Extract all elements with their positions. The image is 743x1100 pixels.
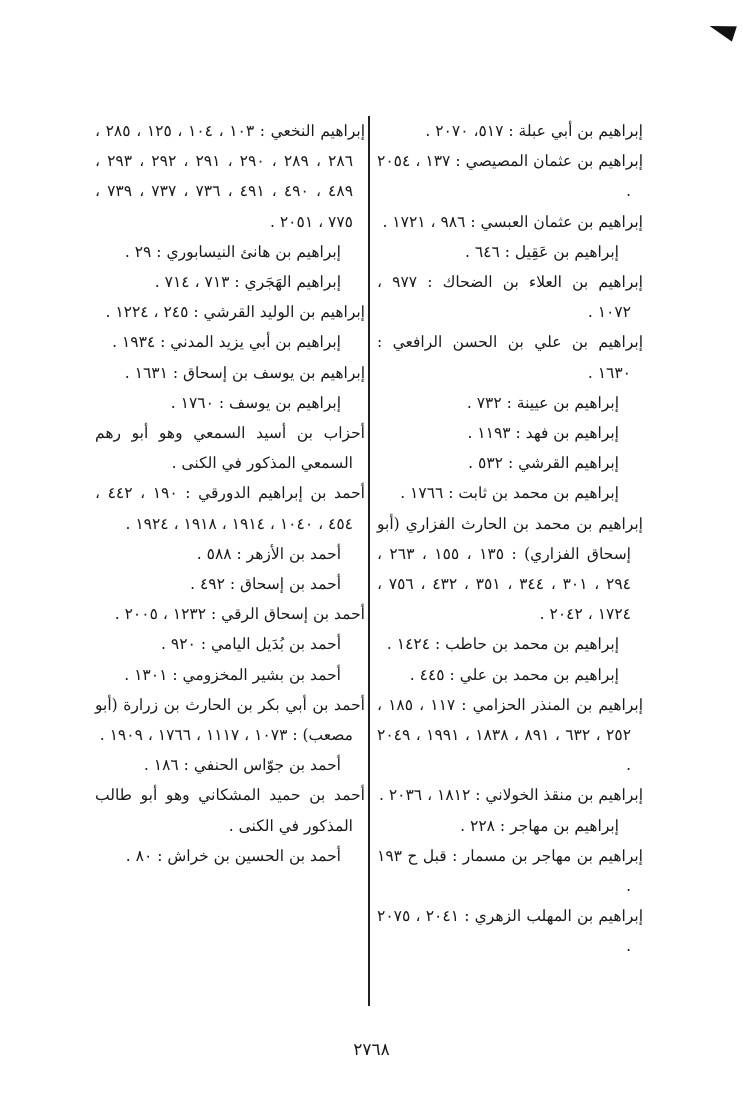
index-entry: أحمد بن الحسين بن خراش : ٨٠ . (125, 846, 341, 865)
index-entry: إبراهيم بن الوليد القرشي : ٢٤٥ ، ١٢٢٤ . (105, 303, 365, 322)
index-entry: إبراهيم بن أبي يزيد المدني : ١٩٣٤ . (112, 333, 341, 352)
index-entry: إبراهيم الهَجَري : ٧١٣ ، ٧١٤ . (154, 273, 341, 292)
index-entry: أحمد بن إبراهيم الدورقي : ١٩٠ ، ٤٤٢ ، ٤٥٤ ، ١٠٤٠ ، ١٩١٤ ، ١٩١٨ ، ١٩٢٤ . (95, 484, 365, 533)
index-entry: إبراهيم بن مهاجر : ٢٢٨ . (460, 816, 619, 835)
index-entry: أحمد بن الأزهر : ٥٨٨ . (196, 544, 341, 563)
index-entry: أحمد بن بُدَيل اليامي : ٩٢٠ . (161, 635, 341, 654)
index-entry: إبراهيم بن محمد بن حاطب : ١٤٢٤ . (386, 635, 619, 654)
index-entry: أحزاب بن أسيد السمعي وهو أبو رهم السمعي المذكور في الكنى . (95, 424, 365, 473)
index-entry: إبراهيم القرشي : ٥٣٢ . (468, 454, 619, 473)
index-entry: إبراهيم بن محمد بن الحارث الفزاري (أبو إسحاق الفزاري) : ١٣٥ ، ١٥٥ ، ٢٦٣ ، ٢٩٤ ، ٣٠١ ، ٣٤٤ ، ٣٥١ ، ٤٣٢ ، ٧٥٦ ، ١٧٢٤ ، ٢٠٤٢ . (377, 514, 643, 624)
index-entry: إبراهيم بن المنذر الحزامي : ١١٧ ، ١٨٥ ، ٢٥٢ ، ٦٣٢ ، ٨٩١ ، ١٨٣٨ ، ١٩٩١ ، ٢٠٤٩ . (377, 695, 644, 775)
index-entry: أحمد بن إسحاق الرقي : ١٢٣٢ ، ٢٠٠٥ . (114, 605, 365, 624)
index-entry: إبراهيم بن علي بن الحسن الرافعي : ١٦٣٠ . (377, 333, 643, 382)
index-entry: إبراهيم بن عيينة : ٧٣٢ . (466, 393, 619, 412)
index-entry: إبراهيم بن عثمان المصيصي : ١٣٧ ، ٢٠٥٤ . (377, 152, 643, 201)
index-entry: أحمد بن أبي بكر بن الحارث بن زرارة (أبو مصعب) : ١٠٧٣ ، ١١١٧ ، ١٧٦٦ ، ١٩٠٩ . (95, 695, 365, 745)
index-entry: إبراهيم بن عَقِيل : ٦٤٦ . (464, 242, 619, 261)
index-column-left (95, 116, 365, 871)
index-entry: إبراهيم بن أبي عبلة : ٥١٧، ٢٠٧٠ . (425, 122, 643, 140)
index-entry: إبراهيم بن محمد بن ثابت : ١٧٦٦ . (400, 484, 619, 503)
page-number: ٢٧٦٨ (353, 1040, 390, 1060)
index-entry: إبراهيم بن يوسف : ١٧٦٠ . (170, 393, 341, 412)
index-column-right (377, 116, 643, 962)
index-entry: إبراهيم بن يوسف بن إسحاق : ١٦٣١ . (124, 363, 365, 382)
index-entry: إبراهيم بن عثمان العبسي : ٩٨٦ ، ١٧٢١ . (382, 212, 643, 231)
index-entry: إبراهيم النخعي : ١٠٣ ، ١٠٤ ، ١٢٥ ، ٢٨٥ ، ٢٨٦ ، ٢٨٩ ، ٢٩٠ ، ٢٩١ ، ٢٩٢ ، ٢٩٣ ، ٤٨٩ ، ٤٩٠ ، ٤٩١ ، ٧٣٦ ، ٧٣٧ ، ٧٣٩ ، ٧٧٥ ، ٢٠٥١ . (95, 122, 365, 231)
index-entry: أحمد بن حميد المشكاني وهو أبو طالب المذكور في الكنى . (95, 786, 365, 835)
index-entry: أحمد بن إسحاق : ٤٩٢ . (190, 575, 341, 594)
index-entry: أحمد بن بشير المخزومي : ١٣٠١ . (124, 665, 341, 684)
index-entry: إبراهيم بن منقذ الخولاني : ١٨١٢ ، ٢٠٣٦ . (378, 786, 643, 805)
index-entry: إبراهيم بن هانئ النيسابوري : ٢٩ . (124, 242, 341, 261)
index-entry: إبراهيم بن العلاء بن الضحاك : ٩٧٧ ، ١٠٧٢ . (377, 273, 643, 322)
index-entry: إبراهيم بن مهاجر بن مسمار : قبل ح ١٩٣ . (377, 846, 643, 896)
index-entry: إبراهيم بن المهلب الزهري : ٢٠٤١ ، ٢٠٧٥ . (377, 907, 643, 956)
column-divider (368, 116, 370, 1006)
index-entry: أحمد بن جوّاس الحنفي : ١٨٦ . (143, 756, 341, 775)
corner-tab-mark (707, 18, 737, 41)
index-entry: إبراهيم بن محمد بن علي : ٤٤٥ . (409, 665, 619, 684)
index-entry: إبراهيم بن فهد : ١١٩٣ . (467, 424, 619, 443)
